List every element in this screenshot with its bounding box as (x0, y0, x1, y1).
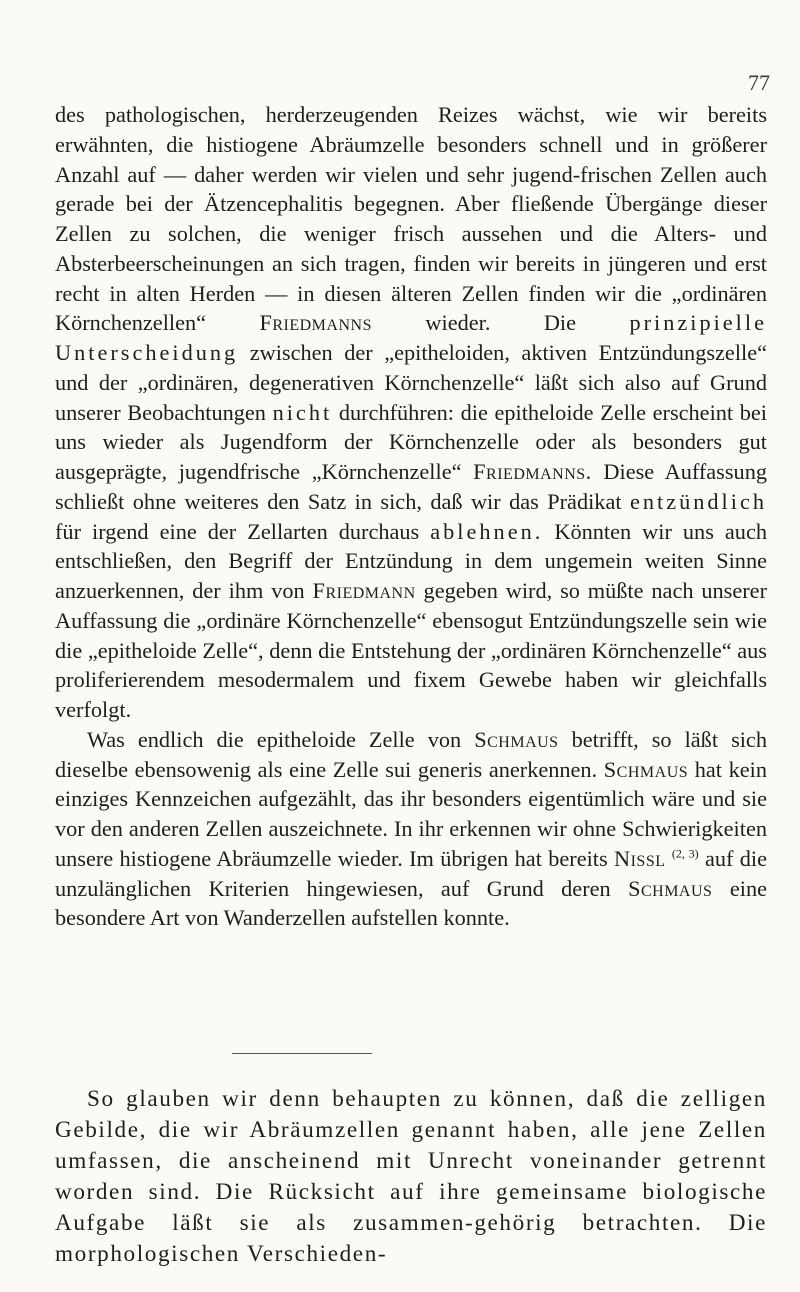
author-name: Friedmanns (259, 310, 372, 336)
reference-marker: (2, 3) (671, 846, 699, 861)
text-run: zwischen der „epitheloiden, aktiven Entzündungszelle“ und der „ordinären, degenerativen Körnchenzelle“ läßt sich also auf Grund unserer Beobachtungen (55, 340, 767, 425)
text-run: für irgend eine der Zellarten durchaus (55, 518, 431, 544)
main-text (55, 100, 767, 933)
emphasis: prinzipielle Unterscheidung (55, 310, 767, 365)
text-run: hat kein einziges Kennzeichen aufgezählt, das ihr besonders eigentümlich wäre und sie vor den anderen Zellen auszeichnete. In ihr erkennen wir ohne Schwierigkeiten unsere histiogene Abräumzelle wieder. Im übrigen hat bereits (55, 756, 768, 871)
emphasis: ablehnen. (430, 518, 544, 544)
author-name: Friedmanns. (473, 459, 592, 484)
text-run: wieder. Die (371, 310, 630, 336)
author-name: Schmaus (603, 756, 689, 782)
summary-text (55, 1084, 767, 1270)
paragraph-2 (55, 725, 767, 933)
text-run: Könnten wir uns auch entschließen, den Begriff der Entzündung in dem ungemein weiten Sinne anzuerkennen, der ihm von (55, 518, 767, 603)
author-name: Schmaus (474, 726, 559, 752)
text-run: auf die unzulänglichen Kriterien hingewiesen, auf Grund deren (55, 845, 768, 901)
emphasis: nicht (272, 399, 333, 425)
text-run: Was endlich die epitheloide Zelle von (87, 726, 475, 752)
emphasis: entzündlich (629, 488, 767, 514)
text-run: des pathologischen, herderzeugenden Reizes wächst, wie wir bereits erwähnten, die histiogene Abräumzelle besonders schnell und in größerer Anzahl auf — daher werden wir vielen und sehr jugend-frischen Zellen auch gerade bei der Ätzencephalitis begegnen. Aber fließende Übergänge dieser Zellen zu solchen, die weniger frisch aussehen und die Alters- und Absterbeerscheinungen an sich tragen, finden wir bereits in jüngeren und erst recht in alten Herden — in diesen älteren Zellen finden wir die „ordinären Körnchenzellen“ (55, 102, 767, 336)
paragraph-1 (55, 100, 767, 725)
author-name: Friedmann (312, 578, 416, 603)
text-run: betrifft, so läßt sich dieselbe ebensowenig als eine Zelle sui generis anerkennen. (55, 726, 767, 782)
text-run: gegeben wird, so müßte nach unserer Auffassung die „ordinäre Körnchenzelle“ ebensogut Entzündungszelle sein wie die „epitheloide Zelle“, denn die Entstehung der „ordinären Körnchenzelle“ aus proliferierendem mesodermalem und fixem Gewebe haben wir gleichfalls verfolgt. (55, 578, 768, 722)
author-name: Nissl (614, 845, 666, 871)
text-run: eine besondere Art von Wanderzellen aufstellen konnte. (55, 875, 767, 931)
text-run: Diese Auffassung schließt ohne weiteres den Satz in sich, daß wir das Prädikat (55, 459, 767, 514)
author-name: Schmaus (628, 875, 713, 901)
section-divider (232, 1053, 372, 1054)
paragraph-3: So glauben wir denn behaupten zu können, daß die zelligen Gebilde, die wir Abräumzellen genannt haben, alle jene Zellen umfassen, die anscheinend mit Unrecht voneinander getrennt worden sind. Die Rücksicht auf ihre gemeinsame biologische Aufgabe läßt sie als zusammen-gehörig betrachten. Die morphologischen Verschieden- (55, 1086, 767, 1267)
page-number: 77 (748, 70, 770, 95)
text-run: durchführen: die epitheloide Zelle erscheint bei uns wieder als Jugendform der Körnchenzelle oder als besonders gut ausgeprägte, jugendfrische „Körnchenzelle“ (55, 399, 767, 484)
